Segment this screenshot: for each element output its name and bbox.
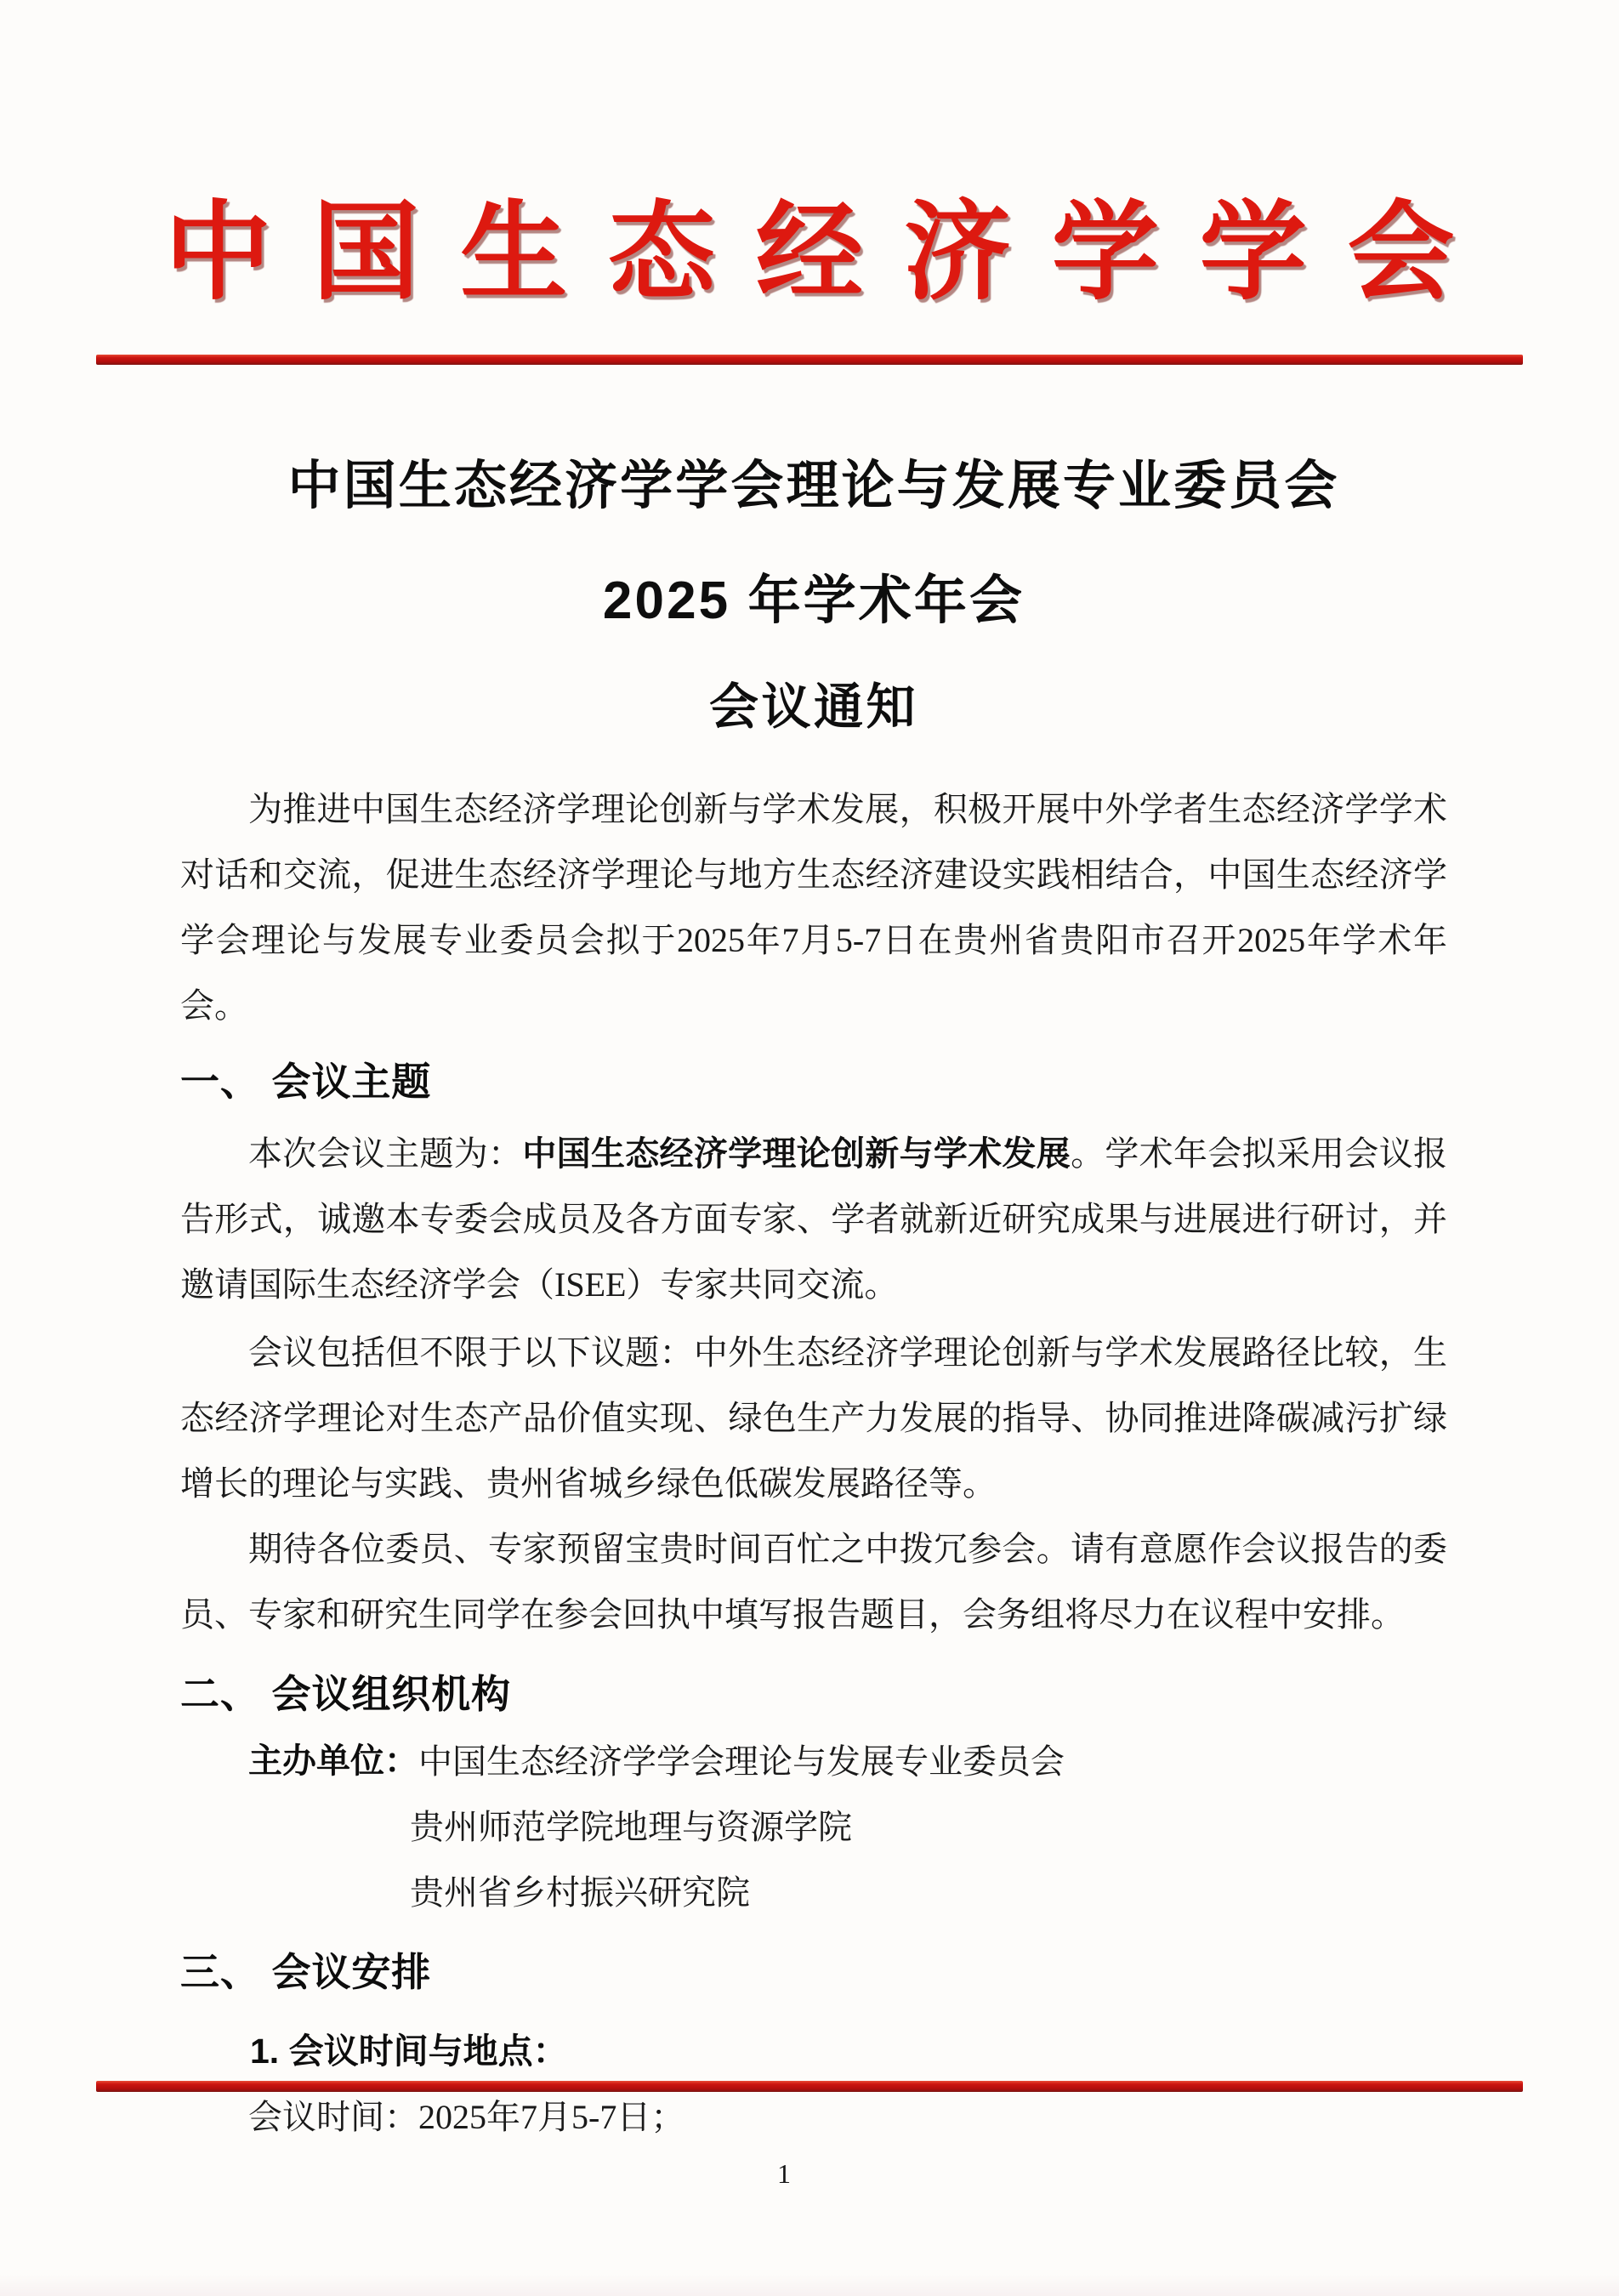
page-number: 1	[777, 2158, 791, 2189]
theme-sentence-prefix: 本次会议主题为：	[248, 1134, 523, 1174]
organizer-row	[180, 1794, 1447, 1860]
host-label-spacer	[248, 1794, 410, 1860]
section3-heading: 三、 会议安排	[180, 1950, 432, 1995]
masthead	[0, 195, 1619, 313]
schedule-item1-label: 1. 会议时间与地点：	[250, 2031, 568, 2071]
schedule-time-line: 会议时间：2025年7月5-7日；	[248, 2097, 685, 2136]
section1-heading: 一、 会议主题	[180, 1060, 432, 1104]
host-organization-1: 中国生态经济学学会理论与发展专业委员会	[418, 1742, 1065, 1782]
section2-heading: 二、 会议组织机构	[180, 1672, 512, 1717]
section1-paragraph3: 期待各位委员、专家预留宝贵时间百忙之中拨冗参会。请有意愿作会议报告的委员、专家和研究生同学在参会回执中填写报告题目，会务组将尽力在议程中安排。	[180, 1530, 1447, 1634]
host-label: 主办单位：	[248, 1742, 418, 1781]
org-name-title: 中国生态经济学学会	[164, 195, 1496, 313]
document-body	[180, 457, 1448, 2150]
doc-title-line1: 中国生态经济学学会理论与发展专业委员会	[287, 457, 1340, 515]
host-organization-2: 贵州师范学院地理与资源学院	[410, 1808, 852, 1847]
organizer-row	[180, 1860, 1447, 1925]
organizer-list	[180, 1729, 1447, 1925]
intro-paragraph: 为推进中国生态经济学理论创新与学术发展，积极开展中外学者生态经济学学术对话和交流，促进生态经济学理论与地方生态经济建设实践相结合，中国生态经济学学会理论与发展专业委员会拟于2025年7月5-7日在贵州省贵阳市召开2025年学术年会。	[180, 790, 1447, 1025]
doc-title-line2: 2025 年学术年会	[602, 571, 1025, 630]
host-organization-3: 贵州省乡村振兴研究院	[410, 1873, 750, 1912]
conference-theme-text: 中国生态经济学理论创新与学术发展	[522, 1134, 1071, 1174]
masthead-rule	[96, 355, 1523, 365]
section1-paragraph1	[180, 1121, 1447, 1317]
theme-sentence-rest: 。学术年会拟采用会议报告形式，诚邀本专委会成员及各方面专家、学者就新近研究成果与进展进行研讨，并邀请国际生态经济学会（ISEE）专家共同交流。	[180, 1134, 1448, 1304]
host-label-spacer	[248, 1860, 410, 1925]
section1-paragraph2: 会议包括但不限于以下议题：中外生态经济学理论创新与学术发展路径比较，生态经济学理论对生态产品价值实现、绿色生产力发展的指导、协同推进降碳减污扩绿增长的理论与实践、贵州省城乡绿色低碳发展路径等。	[180, 1333, 1447, 1503]
organizer-row	[180, 1729, 1447, 1794]
doc-subtitle-notice: 会议通知	[709, 679, 918, 735]
footer-rule	[96, 2081, 1523, 2092]
